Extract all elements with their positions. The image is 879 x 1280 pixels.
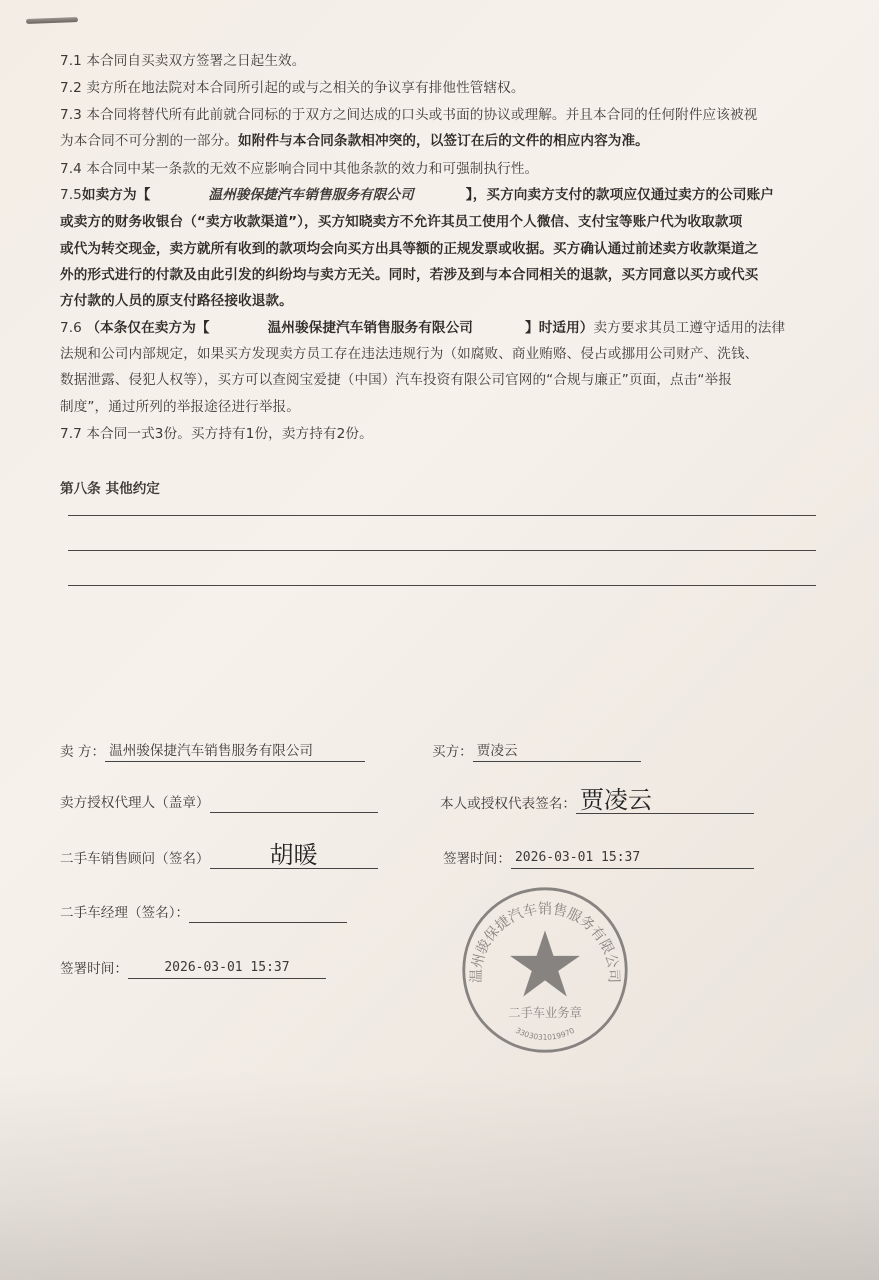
clause-line bbox=[60, 160, 538, 178]
consultant-label: 二手车销售顾问（签名） bbox=[60, 851, 210, 867]
clause-text: （本条仅在卖方为【 bbox=[86, 320, 210, 336]
clause-line bbox=[60, 292, 293, 310]
clause-text: 7.2 卖方所在地法院对本合同所引起的或与之相关的争议享有排他性管辖权。 bbox=[60, 80, 525, 96]
consultant-row bbox=[60, 842, 378, 869]
clause-text: 7.7 本合同一式3份。买方持有1份，卖方持有2份。 bbox=[60, 426, 373, 442]
photo-shadow bbox=[0, 1070, 879, 1280]
clause-text: 7.3 本合同将替代所有此前就合同标的于双方之间达成的口头或书面的协议或理解。并且本合同的任何附件应该被视 bbox=[60, 107, 758, 123]
buyer-row bbox=[432, 741, 641, 762]
buyer-sign-row bbox=[440, 787, 754, 814]
clause-text: 方付款的人员的原支付路径接收退款。 bbox=[60, 293, 293, 309]
clause-line bbox=[60, 240, 758, 258]
clause-line bbox=[60, 52, 305, 70]
buyer-time: 2026-03-01 15:37 bbox=[511, 848, 754, 869]
clause-text: 为本合同不可分割的一部分。 bbox=[60, 133, 239, 149]
clause-text: 温州骏保捷汽车销售服务有限公司 bbox=[208, 187, 414, 203]
clause-text: 制度”，通过所列的举报途径进行举报。 bbox=[60, 399, 300, 415]
clause-text: 7.6 bbox=[60, 320, 87, 336]
seller-time-label: 签署时间： bbox=[60, 961, 128, 977]
clause-line bbox=[60, 266, 758, 284]
buyer-time-label: 签署时间： bbox=[443, 851, 511, 867]
seller-value: 温州骏保捷汽车销售服务有限公司 bbox=[105, 741, 365, 762]
company-seal bbox=[460, 885, 630, 1055]
clause-text: 如卖方为【 bbox=[81, 187, 151, 203]
star-icon bbox=[510, 930, 580, 996]
clause-line bbox=[60, 106, 757, 124]
agent-blank bbox=[210, 812, 378, 813]
agent-row bbox=[60, 793, 378, 813]
buyer-sign-label: 本人或授权代表签名： bbox=[440, 796, 576, 812]
clause-line bbox=[60, 186, 774, 204]
buyer-label: 买方： bbox=[432, 744, 473, 760]
clause-text: 7.1 本合同自买卖双方签署之日起生效。 bbox=[60, 53, 306, 69]
clause-text: 7.4 本合同中某一条款的无效不应影响合同中其他条款的效力和可强制执行性。 bbox=[60, 161, 539, 177]
clause-text: 或卖方的财务收银台（“卖方收款渠道”），买方知晓卖方不允许其员工使用个人微信、支付宝等账户代为收取款项 bbox=[60, 214, 743, 230]
buyer-value: 贾凌云 bbox=[473, 741, 641, 762]
clause-text: 7.5 bbox=[60, 187, 82, 203]
buyer-signature: 贾凌云 bbox=[576, 787, 754, 814]
buyer-time-row bbox=[443, 848, 754, 869]
clause-text: 】时适用） bbox=[525, 320, 594, 336]
clause-line bbox=[60, 398, 300, 416]
seal-number: 3303031019970 bbox=[514, 1025, 576, 1042]
clause-text: 温州骏保捷汽车销售服务有限公司 bbox=[267, 320, 473, 336]
seller-time-row bbox=[60, 958, 326, 979]
clause-text: 卖方要求其员工遵守适用的法律 bbox=[593, 320, 786, 336]
manager-blank bbox=[189, 922, 347, 923]
staple bbox=[26, 17, 78, 24]
clause-text: 法规和公司内部规定，如果买方发现卖方员工存在违法违规行为（如腐败、商业贿赂、侵占或挪用公司财产、洗钱、 bbox=[60, 346, 759, 362]
blank-line-3 bbox=[68, 585, 816, 586]
clause-line bbox=[60, 319, 785, 337]
consultant-signature: 胡暖 bbox=[210, 842, 378, 869]
clause-text: 外的形式进行的付款及由此引发的纠纷均与卖方无关。同时，若涉及到与本合同相关的退款，买方同意以买方或代买 bbox=[60, 267, 759, 283]
manager-label: 二手车经理（签名）： bbox=[60, 905, 190, 921]
agent-label: 卖方授权代理人（盖章） bbox=[60, 795, 210, 811]
clause-line bbox=[60, 425, 373, 443]
clause-text: 】，买方向卖方支付的款项应仅通过卖方的公司账户 bbox=[465, 187, 774, 203]
article-8-heading: 第八条 其他约定 bbox=[60, 481, 160, 497]
seller-row bbox=[60, 741, 365, 762]
clause-line bbox=[60, 213, 742, 231]
clause-text: 数据泄露、侵犯人权等），买方可以查阅宝爱捷（中国）汽车投资有限公司官网的“合规与廉正”页面，点击“举报 bbox=[60, 372, 732, 388]
clause-text: 如附件与本合同条款相冲突的，以签订在后的文件的相应内容为准。 bbox=[238, 133, 649, 149]
seller-label: 卖 方： bbox=[60, 744, 106, 760]
blank-line-1 bbox=[68, 515, 816, 516]
blank-line-2 bbox=[68, 550, 816, 551]
seal-ring-text: 温州骏保捷汽车销售服务有限公司 bbox=[468, 901, 622, 984]
clause-line bbox=[60, 132, 649, 150]
clause-text: 或代为转交现金，卖方就所有收到的款项均会向买方出具等额的正规发票或收据。买方确认通过前述卖方收款渠道之 bbox=[60, 241, 759, 257]
manager-row bbox=[60, 903, 347, 923]
seller-time: 2026-03-01 15:37 bbox=[128, 958, 326, 979]
clause-line bbox=[60, 79, 525, 97]
clause-line bbox=[60, 371, 732, 389]
seal-center-text: 二手车业务章 bbox=[508, 1006, 582, 1021]
clause-line bbox=[60, 345, 758, 363]
